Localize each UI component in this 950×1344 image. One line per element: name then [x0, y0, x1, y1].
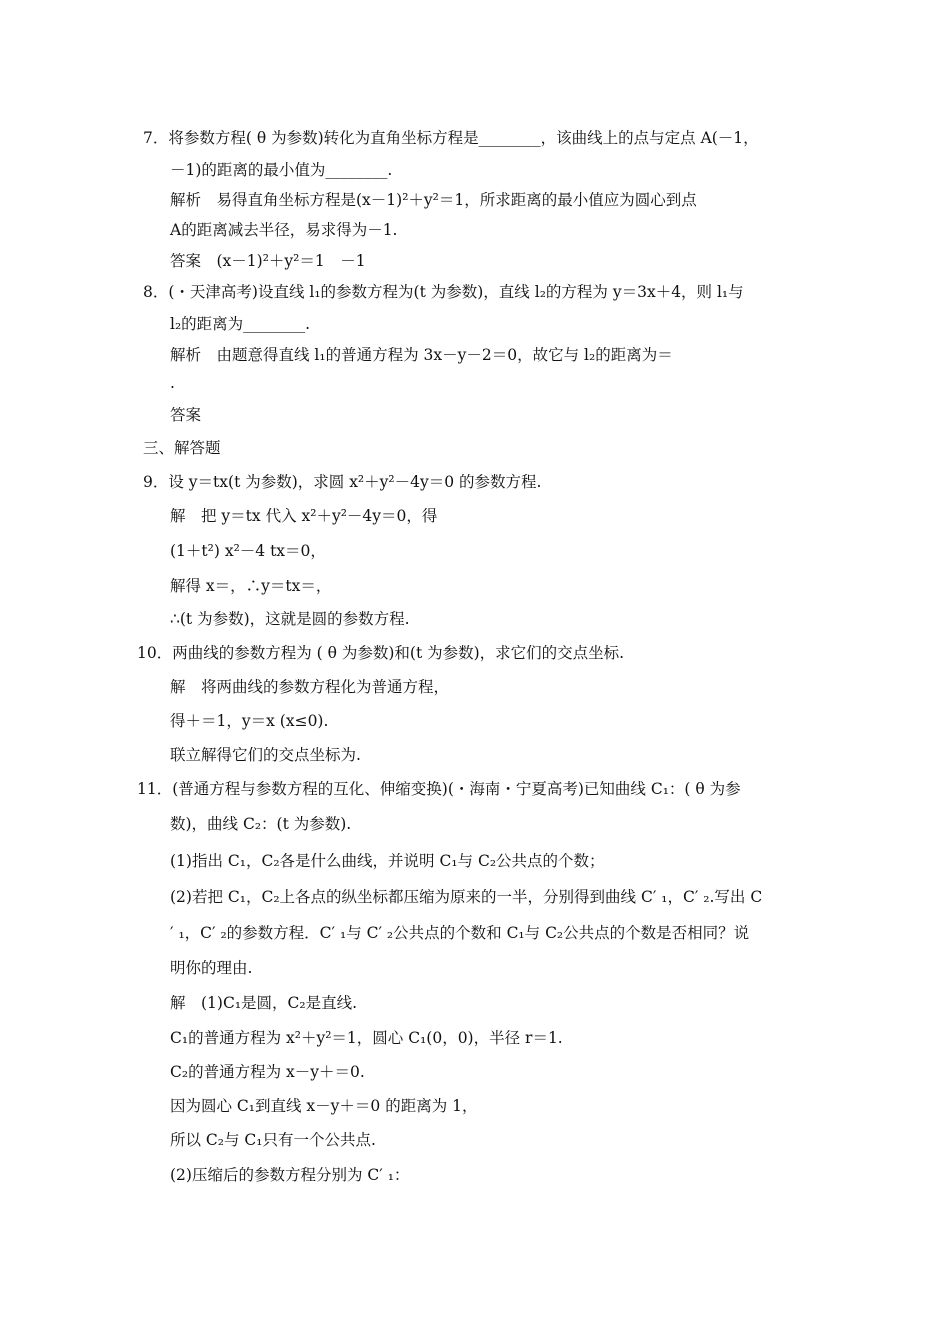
problem-11-part-2-line-2: ′ ₁，C′ ₂的参数方程．C′ ₁与 C′ ₂公共点的个数和 C₁与 C₂公共点的个数是否相同？说 — [170, 924, 750, 942]
problem-10-solution-2: 得＋＝1，y＝x (x≤0). — [170, 712, 329, 730]
problem-11-solution-4: 因为圆心 C₁到直线 x－y＋＝0 的距离为 1， — [170, 1097, 478, 1115]
problem-10-line-1: 10．两曲线的参数方程为 ( θ 为参数)和(t 为参数)，求它们的交点坐标. — [137, 644, 625, 662]
problem-7-line-1: 7．将参数方程( θ 为参数)转化为直角坐标方程是________，该曲线上的点与定点 A(－1， — [143, 129, 759, 147]
problem-11-part-2-line-1: (2)若把 C₁，C₂上各点的纵坐标都压缩为原来的一半，分别得到曲线 C′ ₁，C′ ₂.写出 C — [170, 888, 763, 906]
problem-8-analysis-2: . — [170, 374, 175, 392]
problem-10-solution-1: 解 将两曲线的参数方程化为普通方程， — [170, 678, 450, 696]
problem-8-answer: 答案 — [170, 406, 202, 424]
problem-7-analysis-1: 解析 易得直角坐标方程是(x－1)²＋y²＝1，所求距离的最小值应为圆心到点 — [170, 191, 697, 209]
problem-7-analysis-2: A的距离减去半径，易求得为－1. — [170, 221, 398, 239]
problem-11-solution-2: C₁的普通方程为 x²＋y²＝1，圆心 C₁(0，0)，半径 r＝1. — [170, 1029, 563, 1047]
problem-8-line-1: 8．(・天津高考)设直线 l₁的参数方程为(t 为参数)，直线 l₂的方程为 y＝3x＋4，则 l₁与 — [143, 283, 744, 301]
problem-11-part-2-line-3: 明你的理由. — [170, 959, 253, 977]
problem-8-analysis-1: 解析 由题意得直线 l₁的普通方程为 3x－y－2＝0，故它与 l₂的距离为＝ — [170, 346, 673, 364]
problem-11-line-2: 数)，曲线 C₂：(t 为参数). — [170, 815, 352, 833]
problem-9-solution-3: 解得 x＝，∴y＝tx＝， — [170, 577, 332, 595]
problem-10-solution-3: 联立解得它们的交点坐标为. — [170, 746, 361, 764]
problem-9-solution-1: 解 把 y＝tx 代入 x²＋y²－4y＝0，得 — [170, 507, 438, 525]
problem-7-answer: 答案 (x－1)²＋y²＝1 －1 — [170, 252, 366, 270]
section-heading: 三、解答题 — [143, 439, 221, 457]
problem-9-solution-4: ∴(t 为参数)，这就是圆的参数方程. — [170, 610, 410, 628]
problem-9-line-1: 9．设 y＝tx(t 为参数)，求圆 x²＋y²－4y＝0 的参数方程. — [143, 473, 542, 491]
problem-11-solution-3: C₂的普通方程为 x－y＋＝0. — [170, 1063, 365, 1081]
problem-11-solution-6: (2)压缩后的参数方程分别为 C′ ₁： — [170, 1166, 410, 1184]
problem-11-line-1: 11．(普通方程与参数方程的互化、伸缩变换)(・海南・宁夏高考)已知曲线 C₁：( θ 为参 — [137, 780, 741, 798]
problem-9-solution-2: (1＋t²) x²－4 tx＝0， — [170, 542, 326, 560]
problem-8-line-2: l₂的距离为________. — [170, 315, 311, 333]
problem-11-solution-1: 解 (1)C₁是圆，C₂是直线. — [170, 994, 358, 1012]
problem-11-part-1: (1)指出 C₁，C₂各是什么曲线，并说明 C₁与 C₂公共点的个数； — [170, 852, 605, 870]
problem-7-line-2: －1)的距离的最小值为________. — [170, 161, 393, 179]
problem-11-solution-5: 所以 C₂与 C₁只有一个公共点. — [170, 1131, 376, 1149]
